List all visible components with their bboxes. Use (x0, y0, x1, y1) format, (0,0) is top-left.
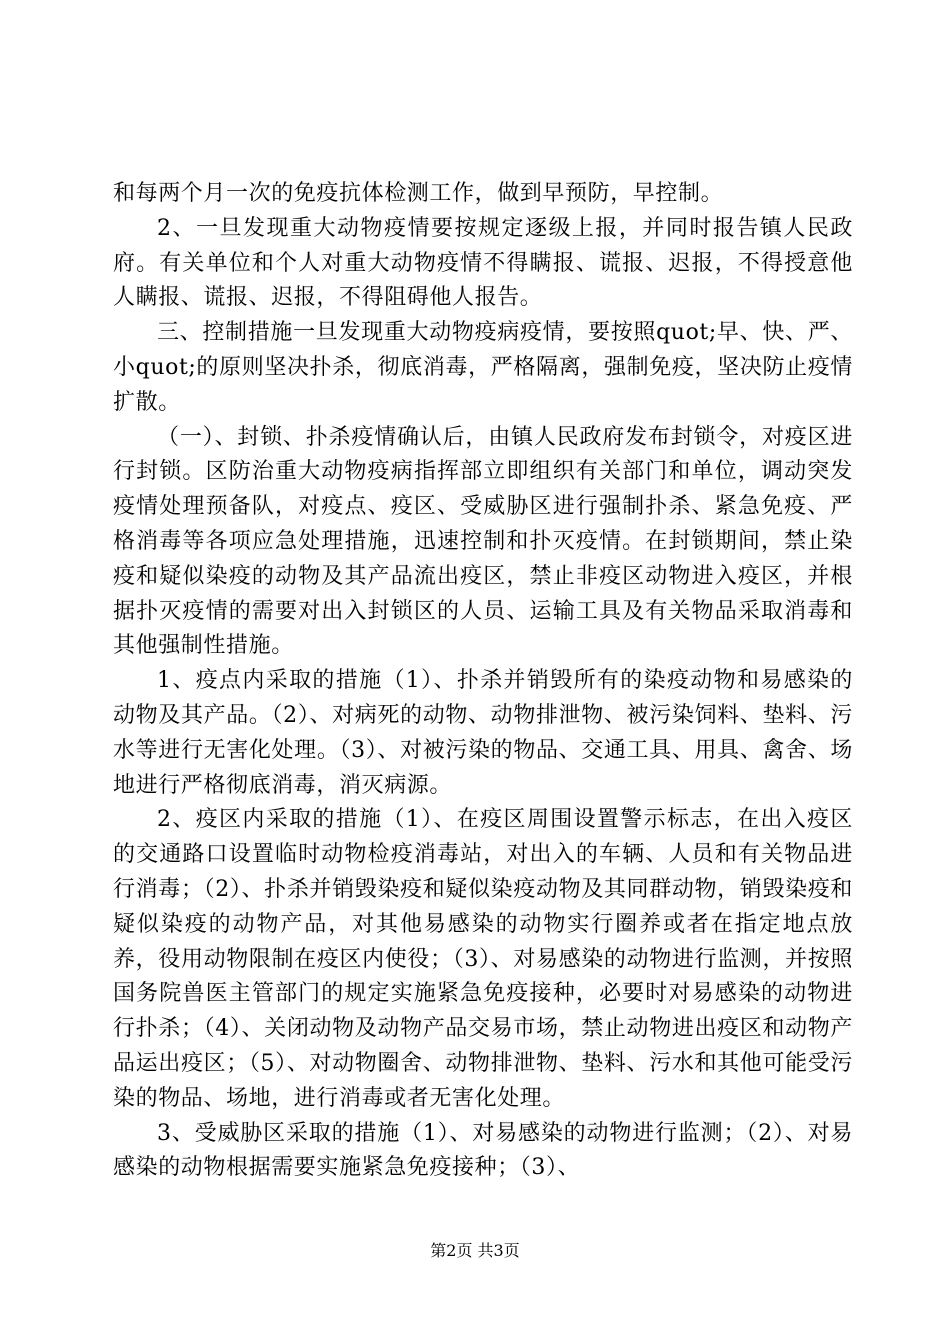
document-body (113, 177, 853, 1186)
paragraph: 2、疫区内采取的措施（1）、在疫区周围设置警示标志，在出入疫区的交通路口设置临时动物检疫消毒站，对出入的车辆、人员和有关物品进行消毒；（2）、扑杀并销毁染疫和疑似染疫动物及其同群动物，销毁染疫和疑似染疫的动物产品，对其他易感染的动物实行圈养或者在指定地点放养，役用动物限制在疫区内使役；（3）、对易感染的动物进行监测，并按照国务院兽医主管部门的规定实施紧急免疫接种，必要时对易感染的动物进行扑杀；（4）、关闭动物及动物产品交易市场，禁止动物进出疫区和动物产品运出疫区；（5）、对动物圈舍、动物排泄物、垫料、污水和其他可能受污染的物品、场地，进行消毒或者无害化处理。 (113, 807, 853, 1111)
paragraph: 三、控制措施一旦发现重大动物疫病疫情，要按照quot;早、快、严、小quot;的原则坚决扑杀，彻底消毒，严格隔离，强制免疫，坚决防止疫情扩散。 (113, 320, 853, 415)
paragraph: 1、疫点内采取的措施（1）、扑杀并销毁所有的染疫动物和易感染的动物及其产品。（2）、对病死的动物、动物排泄物、被污染饲料、垫料、污水等进行无害化处理。（3）、对被污染的物品、交通工具、用具、禽舍、场地进行严格彻底消毒，消灭病源。 (113, 668, 853, 798)
paragraph: 2、一旦发现重大动物疫情要按规定逐级上报，并同时报告镇人民政府。有关单位和个人对重大动物疫情不得瞒报、谎报、迟报，不得授意他人瞒报、谎报、迟报，不得阻碍他人报告。 (113, 215, 853, 311)
paragraph: （一）、封锁、扑杀疫情确认后，由镇人民政府发布封锁令，对疫区进行封锁。区防治重大动物疫病指挥部立即组织有关部门和单位，调动突发疫情处理预备队，对疫点、疫区、受威胁区进行强制扑杀、紧急免疫、严格消毒等各项应急处理措施，迅速控制和扑灭疫情。在封锁期间，禁止染疫和疑似染疫的动物及其产品流出疫区，禁止非疫区动物进入疫区，并根据扑灭疫情的需要对出入封锁区的人员、运输工具及有关物品采取消毒和其他强制性措施。 (113, 424, 853, 659)
paragraph: 3、受威胁区采取的措施（1）、对易感染的动物进行监测；（2）、对易感染的动物根据需要实施紧急免疫接种；（3）、 (113, 1120, 853, 1181)
page-number-footer: 第2页 共3页 (430, 1241, 520, 1260)
paragraph: 和每两个月一次的免疫抗体检测工作，做到早预防，早控制。 (113, 181, 724, 206)
